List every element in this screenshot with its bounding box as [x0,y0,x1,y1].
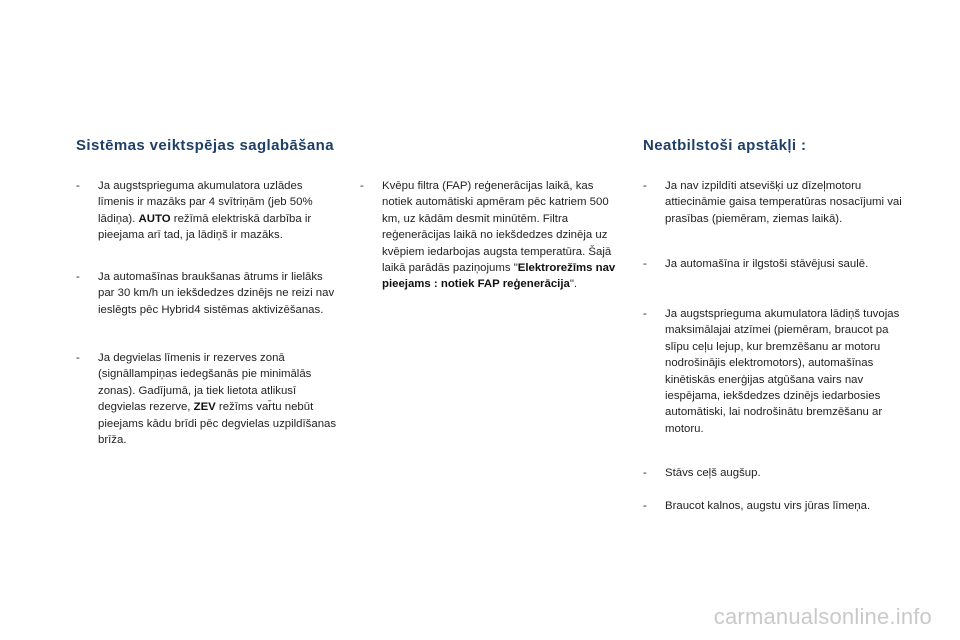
bullet-dash: - [360,180,364,192]
section-heading-unsuitable-conditions: Neatbilstoši apstākļi : [643,137,807,154]
watermark: carmanualsonline.info [713,604,932,629]
list-item-fap-regeneration [360,178,624,293]
bullet-dash: - [76,271,80,283]
list-item-fuel-reserve [76,350,340,448]
bullet-dash: - [643,500,647,512]
list-item-text: Ja degvielas līmenis ir rezerves zonā (signāllampiņas iedegšanās pie minimālās zonas). Gadījumā, ja tiek lietota atlikusī degvielas rezerve, ZEV režīms var̄tu nebūt pieejams kādu brīdi pēc degvielas uzpildīšanas brīža. [98,352,337,447]
bullet-dash: - [76,352,80,364]
section-heading-performance: Sistēmas veiktspējas saglabāšana [76,137,334,154]
bullet-dash: - [643,467,647,479]
list-item-battery-full [643,306,909,437]
bullet-dash: - [76,180,80,192]
list-item-text: Kvēpu filtra (FAP) reģenerācijas laikā, kas notiek automātiski apmēram pēc katriem 500 km, uz kādām desmit minūtēm. Filtra reģenerācijas laikā no iekšdedzes dzinēja uz kvēpiem iedarbojas augsta temperatūra. Šajā laikā parādās paziņojums "Elektrorežīms nav pieejams : notiek FAP reģenerācija". [382,180,616,291]
message-text: Elektrorežīms nav pieejams : notiek FAP reģenerācija [382,262,616,291]
list-item-mountains [643,498,909,514]
list-item-sun [643,256,909,272]
bullet-dash: - [643,180,647,192]
list-item-text: Braucot kalnos, augstu virs jūras līmeņa. [665,500,871,512]
list-item-uphill [643,465,909,481]
list-item-battery-level [76,178,340,244]
list-item-text: Ja augstsprieguma akumulatora uzlādes līmenis ir mazāks par 4 svītriņām (jeb 50% lādiņa). AUTO režīmā elektriskā darbība ir pieejama arī tad, ja lādiņš ir mazāks. [98,180,313,242]
mode-name-zev: ZEV [193,401,216,414]
bullet-dash: - [643,258,647,270]
list-item-speed [76,269,340,318]
list-item-text: Ja augstsprieguma akumulatora lādiņš tuvojas maksimālajai atzīmei (piemēram, braucot pa slīpu ceļu lejup, kur bremzēšanu ar motoru nodrošinājis elektromotors), automašīnas kinētiskās enerģijas atgūšana vairs nav iespējama, iekšdedzes dzinējs iedarbosies automātiski, lai nodrošinātu bremzēšanu ar motoru. [665,308,900,435]
list-item-text: Stāvs ceļš augšup. [665,467,761,479]
list-item-diesel-conditions [643,178,909,227]
bullet-dash: - [643,308,647,320]
mode-name-auto: AUTO [138,212,171,225]
list-item-text: Ja automašīna ir ilgstoši stāvējusi saulē. [665,258,869,270]
list-item-text: Ja nav izpildīti atsevišķi uz dīzeļmotoru attiecināmie gaisa temperatūras nosacījumi vai prasības (piemēram, ziemas laikā). [665,180,902,225]
list-item-text: Ja automašīnas braukšanas ātrums ir lielāks par 30 km/h un iekšdedzes dzinējs ne reizi nav ieslēgts pēc Hybrid4 sistēmas aktivizēšanas. [98,271,335,316]
